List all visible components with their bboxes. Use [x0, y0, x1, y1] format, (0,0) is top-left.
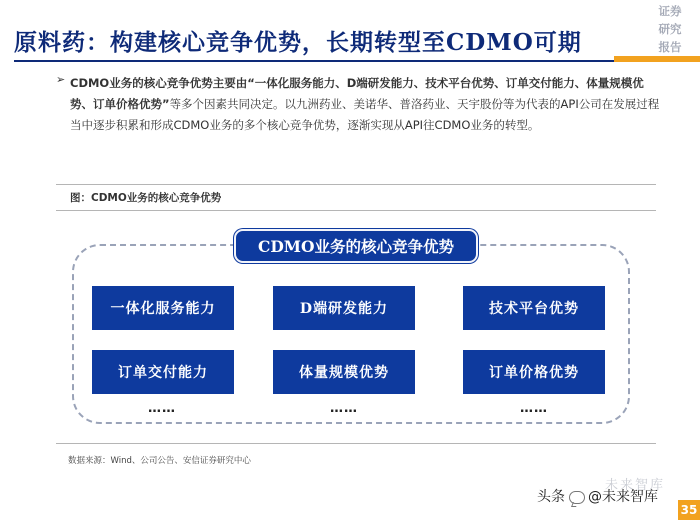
- watermark-name: @未来智库: [588, 489, 658, 505]
- source-rule: [56, 443, 656, 444]
- watermark-logo-text: 未来智库: [605, 478, 666, 493]
- advantage-box-1: 一体化服务能力: [92, 286, 234, 330]
- watermark-prefix: 头条: [537, 489, 565, 505]
- stamp-line-3: 报告: [658, 40, 682, 54]
- ellipsis-3: ……: [520, 401, 548, 416]
- advantage-box-5: 体量规模优势: [273, 350, 415, 394]
- bullet-rest-text: 等多个因素共同决定。以九洲药业、美诺华、普洛药业、天宇股份等为代表的API公司在发展过程当中逐步积累和形成CDMO业务的多个核心竞争优势，逐渐实现从API往CDMO业务的转型。: [70, 97, 660, 132]
- figure-label-rule: [56, 210, 656, 211]
- ellipsis-2: ……: [330, 401, 358, 416]
- watermark: [537, 478, 687, 512]
- advantage-box-6: 订单价格优势: [463, 350, 605, 394]
- title-bar: [0, 0, 700, 64]
- title-accent-bar: [614, 56, 700, 62]
- report-stamp: [646, 2, 694, 56]
- ellipsis-1: ……: [148, 401, 176, 416]
- figure-top-rule: [56, 184, 656, 185]
- source-note: 数据来源：Wind、公司公告、安信证券研究中心: [68, 456, 251, 466]
- diagram-frame: [72, 244, 630, 424]
- stamp-line-2: 研究: [658, 22, 682, 36]
- stamp-line-1: 证券: [658, 4, 682, 18]
- advantage-box-4: 订单交付能力: [92, 350, 234, 394]
- advantage-box-3: 技术平台优势: [463, 286, 605, 330]
- advantage-box-2: D端研发能力: [273, 286, 415, 330]
- arrow-bullet-icon: ➢: [56, 73, 66, 86]
- bullet-text: [70, 73, 660, 136]
- page-number: 35: [678, 500, 700, 520]
- diagram-title: CDMO业务的核心竞争优势: [234, 229, 478, 263]
- figure-label: 图：CDMO业务的核心竞争优势: [70, 192, 222, 204]
- chat-bubble-icon: [569, 491, 585, 504]
- bullet-lead-text: CDMO业务的核心竞争优势主要由“一体化服务能力、D端研发能力、技术平台优势、订单交付能力、体量规模优势、订单价格优势”: [70, 76, 644, 111]
- title-rule: [14, 60, 700, 62]
- page-title: 原料药：构建核心竞争优势，长期转型至CDMO可期: [14, 29, 582, 56]
